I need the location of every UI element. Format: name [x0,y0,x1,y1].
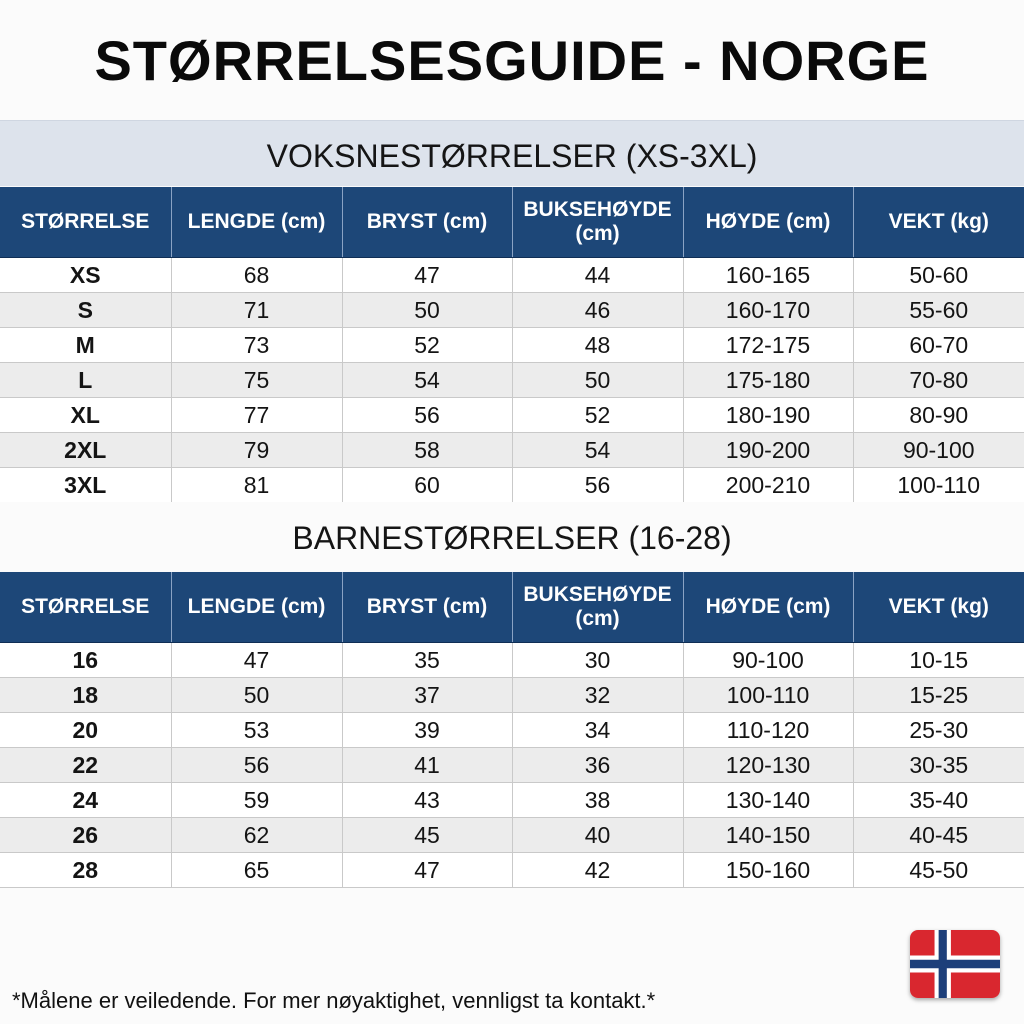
cell-length: 56 [171,748,342,783]
column-header-length: LENGDE (cm) [171,572,342,643]
cell-inseam: 54 [512,433,683,468]
cell-height: 180-190 [683,398,853,433]
cell-length: 81 [171,468,342,503]
table-row [0,258,1024,293]
column-header-weight: VEKT (kg) [853,187,1024,258]
cell-height: 190-200 [683,433,853,468]
cell-size: 28 [0,853,171,888]
children-size-table [0,572,1024,888]
cell-weight: 45-50 [853,853,1024,888]
table-row [0,398,1024,433]
cell-size: 2XL [0,433,171,468]
cell-inseam: 40 [512,818,683,853]
norway-flag-icon [910,930,1000,998]
cell-length: 65 [171,853,342,888]
cell-weight: 55-60 [853,293,1024,328]
cell-size: S [0,293,171,328]
cell-size: 24 [0,783,171,818]
column-header-weight: VEKT (kg) [853,572,1024,643]
cell-length: 59 [171,783,342,818]
cell-size: 3XL [0,468,171,503]
children-table-body [0,643,1024,888]
cell-height: 120-130 [683,748,853,783]
cell-height: 90-100 [683,643,853,678]
cell-weight: 90-100 [853,433,1024,468]
cell-inseam: 56 [512,468,683,503]
table-row [0,468,1024,503]
cell-length: 75 [171,363,342,398]
cell-chest: 54 [342,363,512,398]
cell-chest: 47 [342,853,512,888]
column-header-height: HØYDE (cm) [683,572,853,643]
cell-inseam: 34 [512,713,683,748]
cell-inseam: 52 [512,398,683,433]
cell-chest: 50 [342,293,512,328]
cell-inseam: 30 [512,643,683,678]
table-row [0,783,1024,818]
cell-inseam: 38 [512,783,683,818]
footnote: *Målene er veiledende. For mer nøyaktighet, vennligst ta kontakt.* [12,988,656,1013]
cell-height: 160-170 [683,293,853,328]
cell-inseam: 44 [512,258,683,293]
table-row [0,328,1024,363]
cell-weight: 10-15 [853,643,1024,678]
cell-height: 172-175 [683,328,853,363]
cell-length: 73 [171,328,342,363]
table-row [0,293,1024,328]
column-header-height: HØYDE (cm) [683,187,853,258]
cell-weight: 80-90 [853,398,1024,433]
cell-size: M [0,328,171,363]
cell-weight: 30-35 [853,748,1024,783]
cell-chest: 37 [342,678,512,713]
cell-inseam: 36 [512,748,683,783]
cell-weight: 50-60 [853,258,1024,293]
cell-chest: 41 [342,748,512,783]
cell-chest: 39 [342,713,512,748]
cell-chest: 43 [342,783,512,818]
adult-size-table [0,187,1024,503]
cell-size: XL [0,398,171,433]
cell-weight: 15-25 [853,678,1024,713]
cell-weight: 35-40 [853,783,1024,818]
adult-table-body [0,258,1024,503]
cell-weight: 100-110 [853,468,1024,503]
table-row [0,853,1024,888]
cell-length: 53 [171,713,342,748]
children-section-heading: BARNESTØRRELSER (16-28) [0,502,1024,572]
cell-inseam: 46 [512,293,683,328]
cell-height: 150-160 [683,853,853,888]
cell-length: 79 [171,433,342,468]
cell-height: 100-110 [683,678,853,713]
cell-chest: 52 [342,328,512,363]
cell-height: 175-180 [683,363,853,398]
cell-length: 50 [171,678,342,713]
cell-length: 71 [171,293,342,328]
table-row [0,363,1024,398]
cell-height: 130-140 [683,783,853,818]
cell-height: 200-210 [683,468,853,503]
cell-size: 16 [0,643,171,678]
cell-height: 160-165 [683,258,853,293]
column-header-chest: BRYST (cm) [342,572,512,643]
cell-inseam: 48 [512,328,683,363]
column-header-chest: BRYST (cm) [342,187,512,258]
cell-length: 62 [171,818,342,853]
column-header-inseam: BUKSEHØYDE (cm) [512,187,683,258]
cell-chest: 45 [342,818,512,853]
cell-size: 18 [0,678,171,713]
table-row [0,433,1024,468]
cell-inseam: 32 [512,678,683,713]
cell-size: 26 [0,818,171,853]
table-row [0,643,1024,678]
cell-length: 47 [171,643,342,678]
cell-inseam: 50 [512,363,683,398]
cell-chest: 58 [342,433,512,468]
cell-size: 22 [0,748,171,783]
cell-weight: 40-45 [853,818,1024,853]
column-header-size: STØRRELSE [0,187,171,258]
table-row [0,713,1024,748]
adult-section-heading: VOKSNESTØRRELSER (XS-3XL) [0,120,1024,186]
cell-weight: 25-30 [853,713,1024,748]
cell-length: 77 [171,398,342,433]
page-title: STØRRELSESGUIDE - NORGE [94,29,930,92]
cell-chest: 60 [342,468,512,503]
cell-size: L [0,363,171,398]
cell-weight: 70-80 [853,363,1024,398]
cell-chest: 35 [342,643,512,678]
table-header-row [0,187,1024,258]
cell-length: 68 [171,258,342,293]
cell-height: 140-150 [683,818,853,853]
cell-chest: 56 [342,398,512,433]
column-header-size: STØRRELSE [0,572,171,643]
cell-inseam: 42 [512,853,683,888]
cell-size: 20 [0,713,171,748]
cell-chest: 47 [342,258,512,293]
column-header-length: LENGDE (cm) [171,187,342,258]
column-header-inseam: BUKSEHØYDE (cm) [512,572,683,643]
table-row [0,818,1024,853]
cell-size: XS [0,258,171,293]
table-row [0,748,1024,783]
cell-weight: 60-70 [853,328,1024,363]
table-header-row [0,572,1024,643]
cell-height: 110-120 [683,713,853,748]
table-row [0,678,1024,713]
